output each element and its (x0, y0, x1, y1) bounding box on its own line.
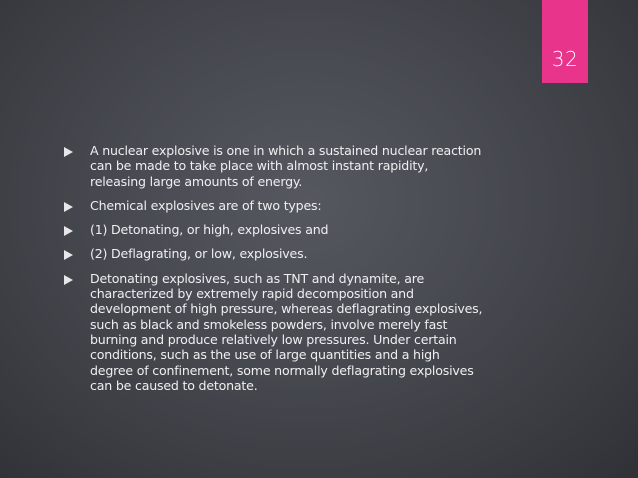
bullet-line: characterized by extremely rapid decomposition and (90, 286, 414, 302)
bullet-arrow-icon (64, 147, 73, 157)
bullet-line: releasing large amounts of energy. (90, 173, 303, 189)
bullet-arrow-icon (64, 202, 73, 212)
page-number-badge (542, 0, 588, 83)
bullet-arrow-icon (64, 226, 73, 236)
bullet-line: (2) Deflagrating, or low, explosives. (90, 246, 308, 262)
page-number: 32 (551, 47, 579, 71)
bullet-text (90, 271, 482, 393)
bullet-line: (1) Detonating, or high, explosives and (90, 222, 329, 238)
bullet-text (90, 246, 307, 261)
bullet-text (90, 198, 321, 213)
bullet-line: development of high pressure, whereas deflagrating explosives, (90, 301, 483, 317)
bullet-item (64, 143, 534, 189)
bullet-item (64, 246, 534, 261)
bullet-line: Detonating explosives, such as TNT and dynamite, are (90, 270, 425, 286)
bullet-text (90, 222, 328, 237)
bullet-item (64, 222, 534, 237)
bullet-line: burning and produce relatively low pressures. Under certain (90, 331, 457, 347)
bullet-line: can be made to take place with almost instant rapidity, (90, 158, 429, 174)
bullet-line: such as black and smokeless powders, involve merely fast (90, 316, 448, 332)
bullet-arrow-icon (64, 275, 73, 285)
bullet-text (90, 143, 481, 189)
bullet-item (64, 271, 534, 393)
bullet-arrow-icon (64, 250, 73, 260)
bullet-item (64, 198, 534, 213)
bullet-line: A nuclear explosive is one in which a sustained nuclear reaction (90, 143, 482, 158)
bullet-line: degree of confinement, some normally deflagrating explosives (90, 362, 474, 378)
bullet-list (64, 143, 534, 402)
bullet-line: Chemical explosives are of two types: (90, 197, 322, 213)
bullet-line: conditions, such as the use of large quantities and a high (90, 347, 440, 363)
bullet-line: can be caused to detonate. (90, 377, 258, 393)
